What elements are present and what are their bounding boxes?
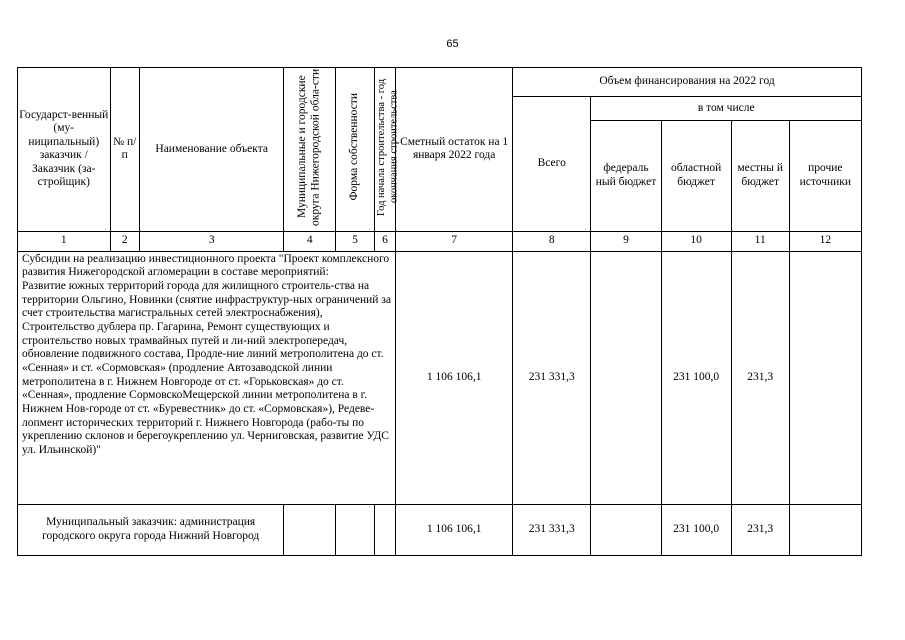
header-number: № п/п	[110, 68, 139, 232]
column-number: 7	[396, 231, 513, 251]
column-number: 1	[18, 231, 111, 251]
ownership-cell	[336, 504, 375, 555]
remaining-balance: 1 106 106,1	[396, 504, 513, 555]
funding-local: 231,3	[731, 504, 789, 555]
column-number: 11	[731, 231, 789, 251]
column-number: 6	[374, 231, 395, 251]
header-other: прочие источники	[789, 120, 861, 231]
financing-table	[17, 67, 862, 556]
column-number: 9	[591, 231, 661, 251]
header-years	[374, 68, 400, 232]
column-number: 8	[513, 231, 591, 251]
header-customer: Государст-венный (му-ниципальный) заказчик / Заказчик (за-стройщик)	[18, 68, 111, 232]
header-local: местны й бюджет	[731, 120, 789, 231]
column-number: 10	[661, 231, 731, 251]
funding-federal	[591, 251, 661, 504]
header-federal: федераль ный бюджет	[591, 120, 661, 231]
municipal-customer: Муниципальный заказчик: администрация городского округа города Нижний Новгород	[18, 504, 284, 555]
header-regional: областной бюджет	[661, 120, 731, 231]
funding-total: 231 331,3	[513, 504, 591, 555]
funding-regional: 231 100,0	[661, 251, 731, 504]
header-ownership	[336, 68, 375, 232]
column-number: 5	[336, 231, 375, 251]
header-districts	[284, 68, 336, 232]
column-number: 3	[140, 231, 284, 251]
funding-federal	[591, 504, 661, 555]
districts-cell	[284, 504, 336, 555]
header-years-text: Год начала строительства - год окончания строительства	[375, 78, 400, 216]
table-row	[18, 251, 862, 504]
remaining-balance: 1 106 106,1	[396, 251, 513, 504]
years-cell	[374, 504, 395, 555]
column-number: 4	[284, 231, 336, 251]
column-number-row	[18, 231, 862, 251]
header-including: в том числе	[591, 97, 862, 121]
page-number: 65	[446, 38, 459, 50]
project-description: Субсидии на реализацию инвестиционного проекта "Проект комплексного развития Нижегородской агломерации в составе мероприятий: Развитие южных территорий города для жилищного строитель-ства на территории Ольгино, Новинки (снятие инфраструктур-ных ограничений за счет строительства магистральных сетей электроснабжения), Строительство дублера пр. Гагарина, Ремонт существующих и строительство новых трамвайных путей и ли-ний электропередач, обновление подвижного состава, Продле-ние линий метрополитена до ст. «Сенная» и ст. «Сормовская» (продление Автозаводской линии метрополитена в г. Нижнем Новгороде от ст. «Горьковская» до ст. «Сенная», продление СормовскоМещерской линии метрополитена в г. Нижнем Нов-городе от ст. «Буревестник» до ст. «Сормовская»), Редеве-лопмент исторических территорий г. Нижнего Новгорода (рабо-ты по укреплению склонов и берегоукреплению ул. Черниговская, развитие УДС ул. Ильинской)"	[18, 251, 396, 504]
funding-total: 231 331,3	[513, 251, 591, 504]
header-districts-text: Муниципальные и городские округа Нижегородской обла-сти	[296, 68, 322, 226]
funding-other	[789, 504, 861, 555]
column-number: 12	[789, 231, 861, 251]
header-remaining: Сметный остаток на 1 января 2022 года	[396, 68, 513, 232]
header-total: Всего	[513, 97, 591, 232]
table-row	[18, 504, 862, 555]
header-ownership-text: Форма собственности	[348, 93, 361, 201]
funding-local: 231,3	[731, 251, 789, 504]
funding-other	[789, 251, 861, 504]
header-object-name: Наименование объекта	[140, 68, 284, 232]
funding-regional: 231 100,0	[661, 504, 731, 555]
column-number: 2	[110, 231, 139, 251]
header-funding-group: Объем финансирования на 2022 год	[513, 68, 862, 97]
